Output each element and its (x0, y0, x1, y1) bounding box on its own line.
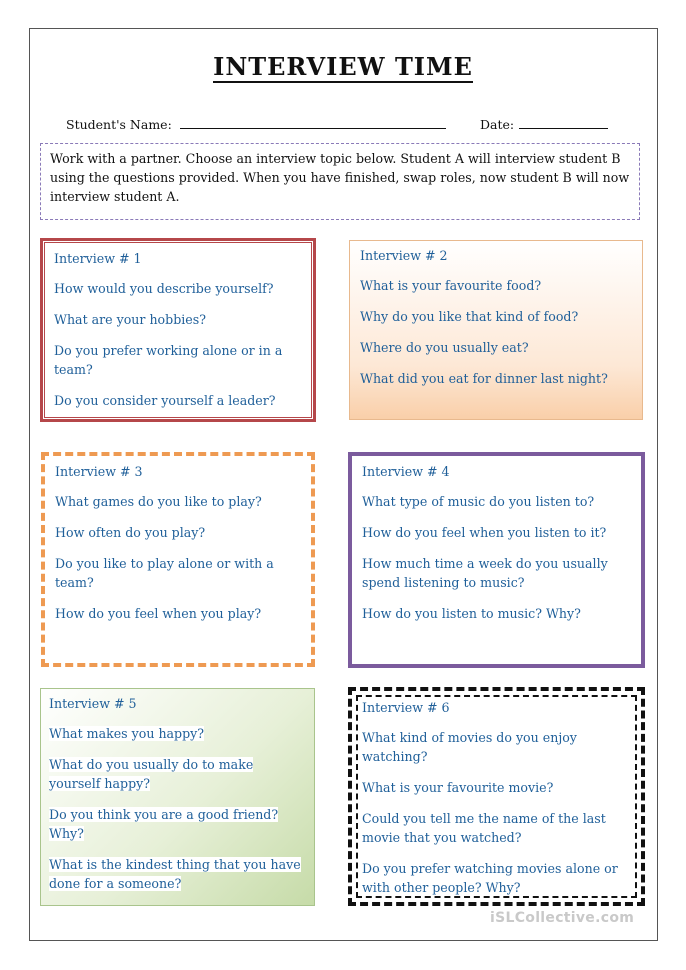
interview-question: What did you eat for dinner last night? (360, 371, 608, 386)
interview-question: Where do you usually eat? (360, 340, 529, 355)
interview-box-5 (40, 688, 315, 906)
interview-question: Do you consider yourself a leader? (54, 393, 276, 408)
interview-box-4 (348, 452, 645, 668)
interview-question: How do you feel when you play? (55, 606, 262, 621)
interview-box-1 (40, 238, 316, 422)
interview-box-2 (349, 240, 643, 420)
interview-box-3 (41, 452, 315, 667)
interview-question: Do you think you are a good friend? Why? (49, 807, 279, 841)
date-label: Date: (480, 117, 515, 132)
interview-question: What is your favourite food? (360, 278, 542, 293)
interview-heading: Interview # 5 (49, 696, 137, 711)
interview-question: How would you describe yourself? (54, 281, 274, 296)
student-name-line (180, 128, 446, 129)
page-title: INTERVIEW TIME (213, 52, 473, 81)
interview-question: Do you prefer watching movies alone or with other people? Why? (362, 861, 618, 895)
interview-question: How do you listen to music? Why? (362, 606, 581, 621)
interview-question: What makes you happy? (49, 726, 205, 741)
interview-question: What is the kindest thing that you have done for a someone? (49, 857, 301, 891)
interview-question: Do you prefer working alone or in a team? (54, 343, 283, 377)
interview-heading: Interview # 1 (54, 251, 142, 266)
interview-question: How much time a week do you usually spend listening to music? (362, 556, 608, 590)
interview-question: What type of music do you listen to? (362, 494, 595, 509)
interview-question: Could you tell me the name of the last movie that you watched? (362, 811, 606, 845)
interview-question: What games do you like to play? (55, 494, 262, 509)
interview-question: What do you usually do to make yourself happy? (49, 757, 254, 791)
watermark-logo: iSLCollective.com (490, 910, 635, 926)
interview-question: Why do you like that kind of food? (360, 309, 579, 324)
interview-question: Do you like to play alone or with a team? (55, 556, 274, 590)
interview-heading: Interview # 2 (360, 248, 448, 263)
interview-heading: Interview # 4 (362, 464, 450, 479)
interview-box-6 (348, 687, 645, 906)
interview-question: What are your hobbies? (54, 312, 206, 327)
interview-question: What is your favourite movie? (362, 780, 554, 795)
interview-question: How do you feel when you listen to it? (362, 525, 607, 540)
instructions-box: Work with a partner. Choose an interview topic below. Student A will interview student B using the questions provided. When you have finished, swap roles, now student B will now interview student A. (40, 143, 640, 220)
date-line (519, 128, 608, 129)
interview-heading: Interview # 6 (362, 700, 450, 715)
interview-heading: Interview # 3 (55, 464, 143, 479)
interview-question: How often do you play? (55, 525, 206, 540)
student-name-label: Student's Name: (66, 117, 172, 132)
interview-question: What kind of movies do you enjoy watching? (362, 730, 577, 764)
